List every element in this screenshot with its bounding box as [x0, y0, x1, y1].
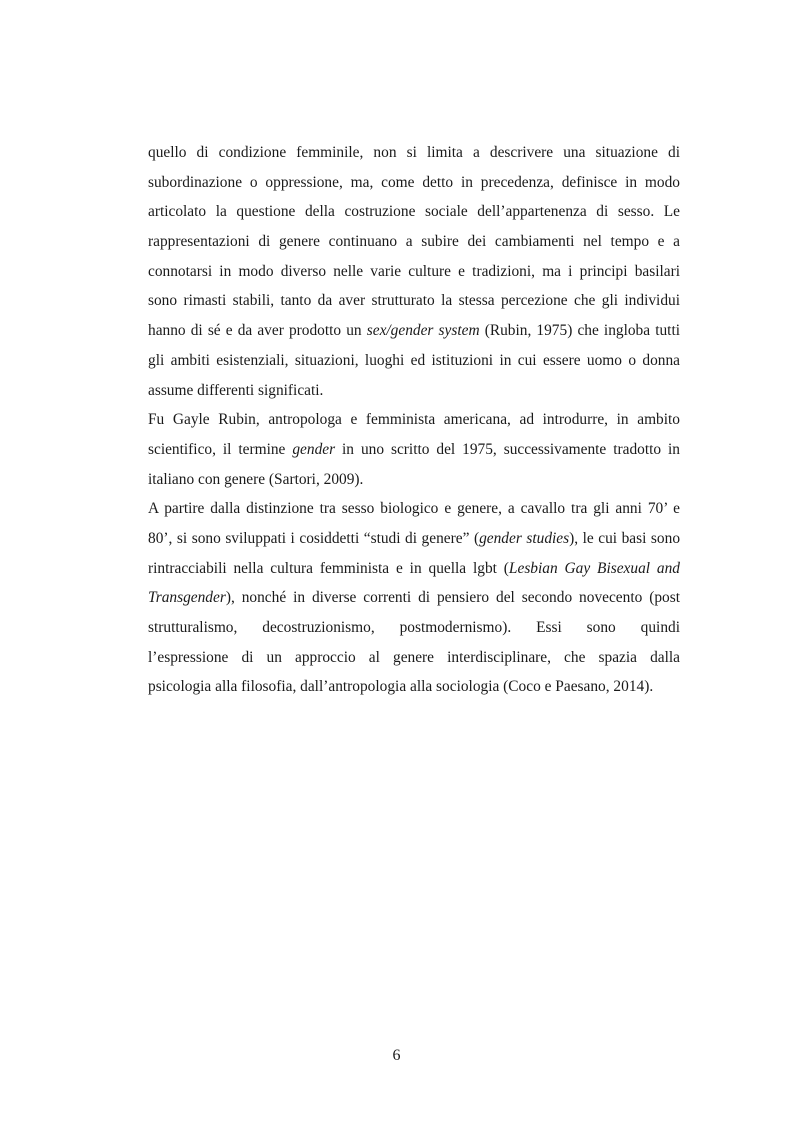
text-line — [148, 435, 680, 465]
text-line — [148, 286, 680, 316]
paragraph — [148, 138, 680, 405]
italic-term: gender — [292, 440, 336, 458]
text-line — [148, 376, 680, 406]
text-line — [148, 494, 680, 524]
text-line — [148, 316, 680, 346]
text-segment: A partire dalla distinzione tra sesso biologico e genere, a cavallo tra gli anni 70’ e — [148, 500, 680, 518]
text-segment: hanno di sé e da aver prodotto un — [148, 322, 367, 340]
text-line — [148, 405, 680, 435]
text-line — [148, 138, 680, 168]
text-segment: subordinazione o oppressione, ma, come detto in precedenza, definisce in modo — [148, 173, 680, 191]
paragraph — [148, 405, 680, 494]
text-segment: (Rubin, 1975) che ingloba tutti — [479, 322, 681, 340]
text-line — [148, 227, 680, 257]
text-line — [148, 613, 680, 643]
text-segment: in uno scritto del 1975, successivamente tradotto in — [335, 440, 680, 458]
italic-term: Lesbian Gay Bisexual and — [508, 559, 680, 577]
text-segment: connotarsi in modo diverso nelle varie culture e tradizioni, ma i principi basilari — [148, 262, 680, 280]
text-segment: assume differenti significati. — [148, 381, 324, 399]
italic-term: Transgender — [148, 589, 226, 607]
text-line — [148, 346, 680, 376]
text-segment: ), nonché in diverse correnti di pensiero del secondo novecento (post — [225, 589, 680, 607]
text-segment: strutturalismo, decostruzionismo, postmodernismo). Essi sono quindi — [148, 619, 680, 636]
text-segment: psicologia alla filosofia, dall’antropologia alla sociologia (Coco e Paesano, 2014). — [148, 678, 654, 696]
text-line — [148, 643, 680, 673]
text-segment: Fu Gayle Rubin, antropologa e femminista americana, ad introdurre, in ambito — [148, 411, 680, 429]
text-segment: ), le cui basi sono — [569, 529, 681, 547]
text-line — [148, 672, 680, 702]
text-segment: italiano con genere (Sartori, 2009). — [148, 470, 364, 488]
italic-term: sex/gender system — [366, 322, 480, 340]
text-segment: articolato la questione della costruzione sociale dell’appartenenza di sesso. Le — [148, 203, 680, 221]
text-segment: quello di condizione femminile, non si limita a descrivere una situazione di — [148, 144, 680, 161]
text-line — [148, 524, 680, 554]
text-line — [148, 168, 680, 198]
text-segment: gli ambiti esistenziali, situazioni, luoghi ed istituzioni in cui essere uomo o donna — [148, 351, 680, 369]
text-line — [148, 583, 680, 613]
text-segment: rintracciabili nella cultura femminista e in quella lgbt ( — [148, 559, 509, 577]
text-segment: l’espressione di un approccio al genere interdisciplinare, che spazia dalla — [148, 648, 680, 666]
page-number: 6 — [392, 1047, 401, 1064]
text-line — [148, 257, 680, 287]
text-segment: sono rimasti stabili, tanto da aver strutturato la stessa percezione che gli individui — [148, 292, 680, 310]
text-line — [148, 197, 680, 227]
text-segment: 80’, si sono sviluppati i cosiddetti “studi di genere” ( — [148, 529, 480, 547]
text-line — [148, 554, 680, 584]
italic-term: gender studies — [479, 529, 570, 547]
page-body — [148, 138, 680, 702]
paragraph — [148, 494, 680, 702]
text-segment: scientifico, il termine — [148, 440, 293, 458]
text-line — [148, 465, 680, 495]
text-segment: rappresentazioni di genere continuano a subire dei cambiamenti nel tempo e a — [148, 233, 680, 251]
